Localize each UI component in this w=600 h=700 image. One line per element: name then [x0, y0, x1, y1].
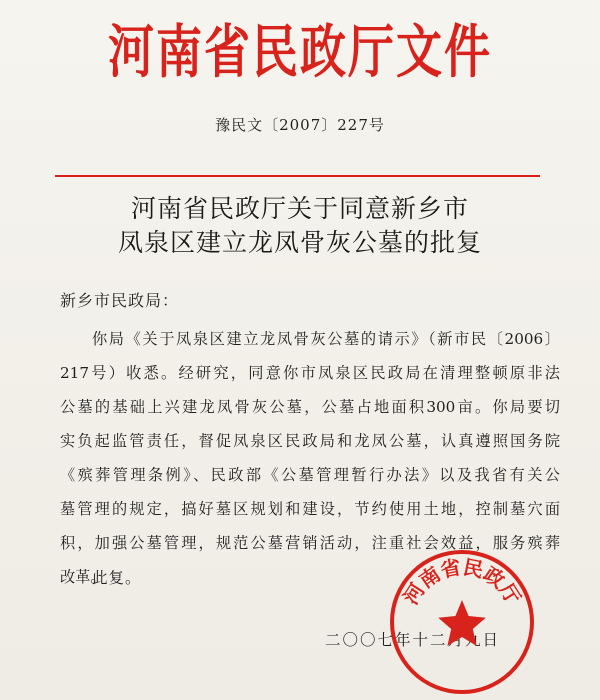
body-line: 你局《关于凤泉区建立龙凤骨灰公墓的请示》（新市民〔2006〕 [92, 330, 560, 348]
reply-title [0, 192, 600, 260]
reply-title-line-2: 凤泉区建立龙凤骨灰公墓的批复 [117, 228, 482, 257]
body-line: 实负起监管责任，督促凤泉区民政局和龙凤公墓，认真遵照国务院 [60, 432, 560, 450]
closing-text: 此复。 [92, 569, 142, 587]
star-icon [438, 600, 486, 646]
body-line: 公墓的基础上兴建龙凤骨灰公墓，公墓占地面积300亩。你局要切 [60, 398, 560, 416]
document-header-title: 河南省民政厅文件 [108, 17, 492, 86]
header-divider-line [55, 175, 540, 177]
document-number: 豫民文〔2007〕227号 [215, 116, 385, 134]
body-line: 积，加强公墓管理，规范公墓营销活动，注重社会效益，服务殡葬 [60, 534, 560, 552]
seal-text-path: 河南省民政厅 [398, 554, 526, 609]
reply-title-line-1: 河南省民政厅关于同意新乡市 [130, 194, 469, 223]
addressee: 新乡市民政局： [60, 291, 180, 310]
body-line: 墓管理的规定，搞好墓区规划和建设，节约使用土地，控制墓穴面 [60, 500, 560, 518]
body-line: 217号）收悉。经研究，同意你市凤泉区民政局在清理整顿原非法 [60, 364, 560, 382]
body-line: 《殡葬管理条例》、民政部《公墓管理暂行办法》以及我省有关公 [60, 466, 560, 484]
body-line: 改革。 [60, 568, 106, 586]
official-seal [388, 548, 536, 696]
document-date: 二〇〇七年十二月九日 [325, 631, 501, 649]
